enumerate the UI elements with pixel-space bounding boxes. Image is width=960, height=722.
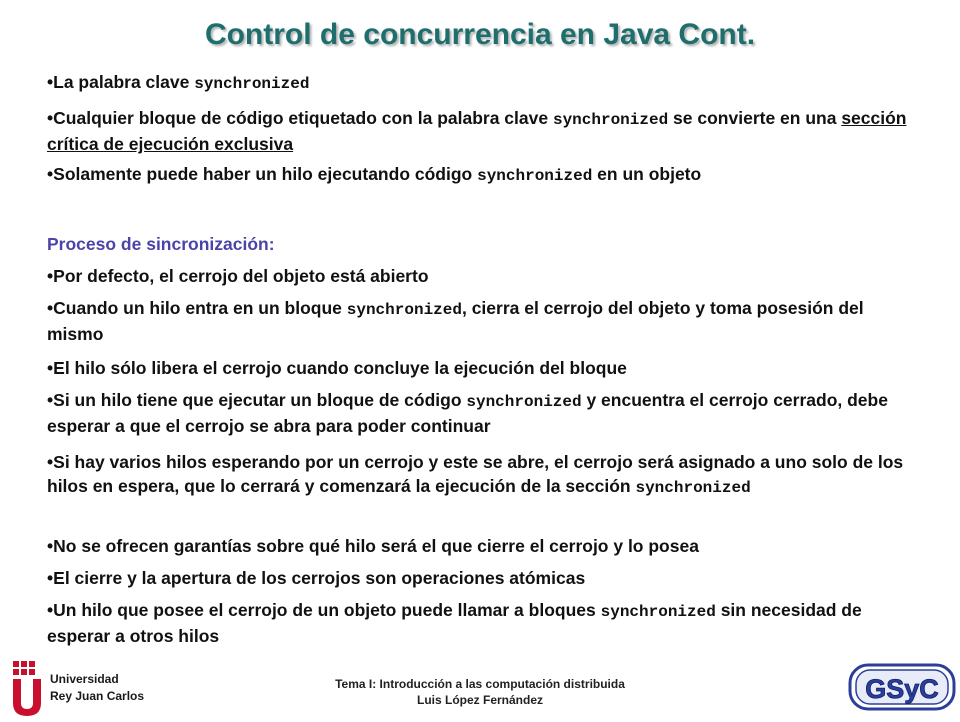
bullet-thread-enters: •Cuando un hilo entra en un bloque synchronized, cierra el cerrojo del objeto y toma posesión del mismo <box>47 298 864 344</box>
bullet-text: Por defecto, el cerrojo del objeto está abierto <box>53 266 429 286</box>
bullet-wait: •Si un hilo tiene que ejecutar un bloque de código synchronized y encuentra el cerrojo cerrado, debe esperar a que el cerrojo se abra para poder continuar <box>47 390 888 436</box>
bullet-reentrant: •Un hilo que posee el cerrojo de un objeto puede llamar a bloques synchronized sin necesidad de esperar a otros hilos <box>47 600 862 646</box>
footer-author: Luis López Fernández <box>416 693 543 707</box>
section-heading: Proceso de sincronización: <box>47 234 275 254</box>
bullet-no-guarantees: •No se ofrecen garantías sobre qué hilo será el que cierre el cerrojo y lo posea <box>47 536 699 556</box>
gsyc-logo <box>848 659 956 717</box>
code-keyword: synchronized <box>194 75 310 93</box>
code-keyword: synchronized <box>635 479 751 497</box>
slide-title: Control de concurrencia en Java Cont. <box>204 18 756 51</box>
code-keyword: synchronized <box>552 111 669 129</box>
bullet-synchronized-keyword: •La palabra clave synchronized <box>47 72 310 93</box>
bullet-text: en un objeto <box>592 164 702 184</box>
code-keyword: synchronized <box>466 393 582 411</box>
bullet-text: No se ofrecen garantías sobre qué hilo será el que cierre el cerrojo y lo posea <box>53 536 699 556</box>
bullet-several-threads: •Si hay varios hilos esperando por un cerrojo y este se abre, el cerrojo será asignado a uno solo de los hilos en espera, que lo cerrará y comenzará la ejecución de la sección synchronized <box>47 452 904 497</box>
gsyc-logo-text: GSyC <box>865 674 939 704</box>
bullet-text: El hilo sólo libera el cerrojo cuando concluye la ejecución del bloque <box>53 358 627 378</box>
code-keyword: synchronized <box>477 167 593 185</box>
footer-topic: Tema I: Introducción a las computación distribuida <box>335 677 625 691</box>
bullet-text: Solamente puede haber un hilo ejecutando código <box>53 164 478 184</box>
bullet-text: El cierre y la apertura de los cerrojos son operaciones atómicas <box>53 568 586 588</box>
bullet-text: La palabra clave <box>53 72 195 92</box>
bullet-text: Si un hilo tiene que ejecutar un bloque de código <box>53 390 467 410</box>
bullet-single-thread: •Solamente puede haber un hilo ejecutando código synchronized en un objeto <box>47 164 702 185</box>
university-line2: Rey Juan Carlos <box>50 689 145 703</box>
code-keyword: synchronized <box>600 603 716 621</box>
bullet-text: y encuentra el cerrojo cerrado, debe esperar a que el cerrojo se abra para poder continuar <box>47 390 888 436</box>
footer-text <box>0 676 960 708</box>
bullet-text: Si hay varios hilos esperando por un cerrojo y este se abre, el cerrojo será asignado a uno solo de los hilos en espera, que lo cerrará y comenzará la ejecución de la sección <box>47 452 904 496</box>
bullet-critical-section: •Cualquier bloque de código etiquetado con la palabra clave synchronized se convierte en una sección crítica de ejecución exclusiva <box>47 108 907 154</box>
bullet-text: Un hilo que posee el cerrojo de un objeto puede llamar a bloques <box>53 600 601 620</box>
bullet-atomic: •El cierre y la apertura de los cerrojos son operaciones atómicas <box>47 568 586 588</box>
underlined-text: sección crítica de ejecución exclusiva <box>47 108 907 154</box>
bullet-text: sin necesidad de esperar a otros hilos <box>47 600 862 646</box>
university-line1: Universidad <box>50 672 119 686</box>
bullet-text: Cuando un hilo entra en un bloque <box>53 298 347 318</box>
code-keyword: synchronized <box>346 301 462 319</box>
bullet-release: •El hilo sólo libera el cerrojo cuando concluye la ejecución del bloque <box>47 358 627 378</box>
bullet-text: , cierra el cerrojo del objeto y toma posesión del mismo <box>47 298 864 344</box>
bullet-text: Cualquier bloque de código etiquetado con la palabra clave <box>53 108 553 128</box>
bullet-text: se convierte en una <box>668 108 842 128</box>
bullet-default-open: •Por defecto, el cerrojo del objeto está abierto <box>47 266 429 286</box>
